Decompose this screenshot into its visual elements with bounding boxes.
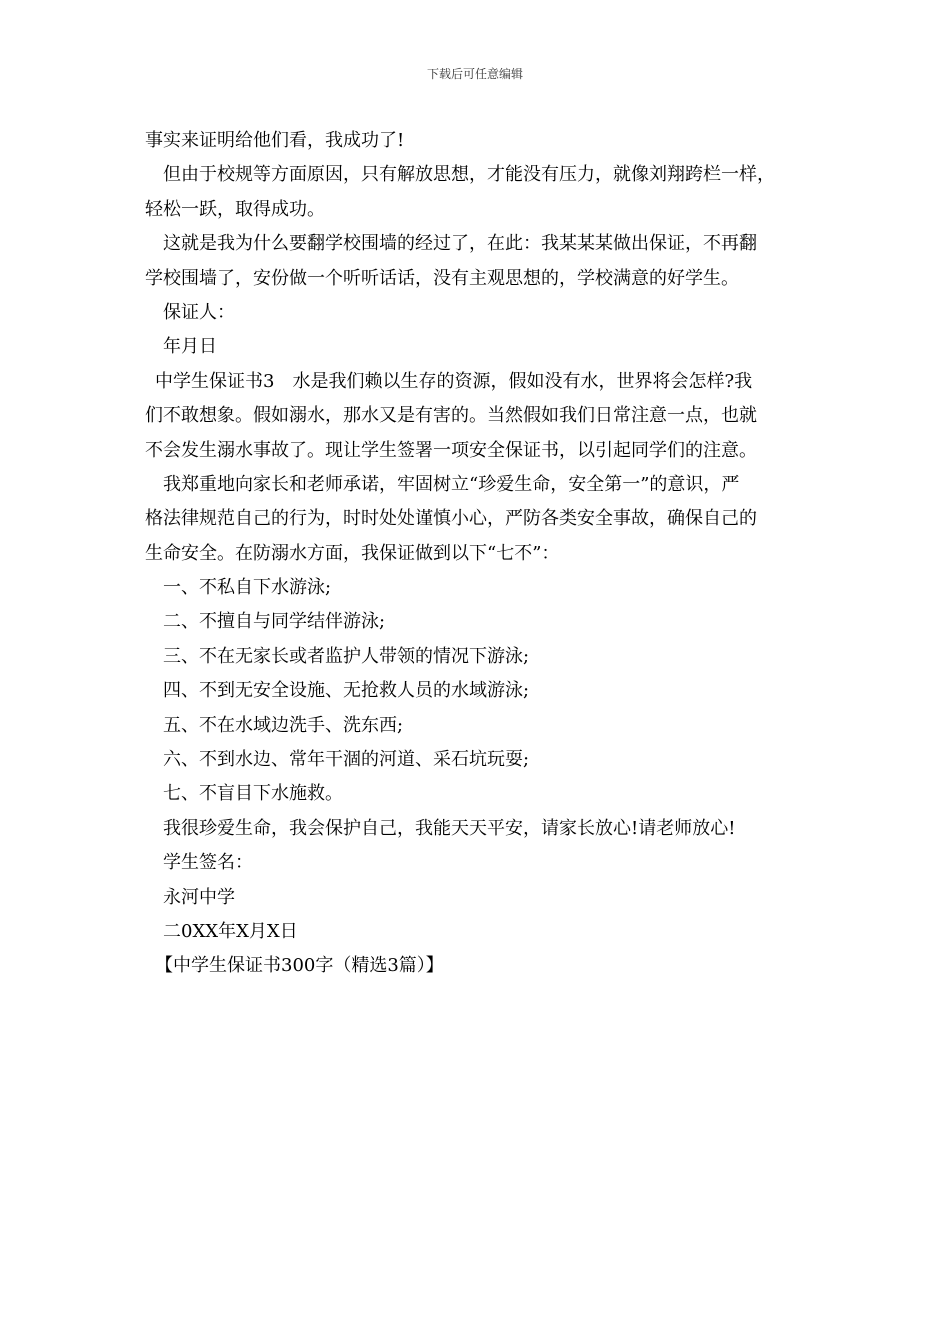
document-body: [145, 124, 817, 984]
date-line: 二0XX年X月X日: [163, 920, 298, 942]
text-line: 事实来证明给他们看，我成功了!: [145, 130, 405, 151]
text-line: 们不敢想象。假如溺水，那水又是有害的。当然假如我们日常注意一点，也就: [145, 405, 757, 427]
text-line: 生命安全。在防溺水方面，我保证做到以下“七不”：: [145, 542, 560, 564]
section-heading-line: 中学生保证书3 水是我们赖以生存的资源，假如没有水，世界将会怎样?我: [155, 370, 753, 392]
document-title-footer: 【中学生保证书300字（精选3篇）】: [155, 955, 444, 977]
school-name: 永河中学: [163, 886, 235, 908]
guarantor-label: 保证人：: [163, 301, 235, 323]
text-line: 我很珍爱生命，我会保护自己，我能天天平安，请家长放心!请老师放心!: [163, 817, 736, 839]
text-line: 轻松一跃，取得成功。: [145, 198, 325, 220]
signature-label: 学生签名：: [163, 852, 253, 874]
text-line: 但由于校规等方面原因，只有解放思想，才能没有压力，就像刘翔跨栏一样，: [163, 164, 775, 186]
text-line: 格法律规范自己的行为，时时处处谨慎小心，严防各类安全事故，确保自己的: [145, 508, 757, 530]
list-item: 六、不到水边、常年干涸的河道、采石坑玩耍;: [163, 749, 530, 771]
list-item: 二、不擅自与同学结伴游泳;: [163, 611, 386, 633]
text-line: 不会发生溺水事故了。现让学生签署一项安全保证书，以引起同学们的注意。: [145, 439, 757, 461]
list-item: 五、不在水域边洗手、洗东西;: [163, 714, 404, 736]
list-item: 一、不私自下水游泳;: [163, 577, 332, 599]
list-item: 四、不到无安全设施、无抢救人员的水域游泳;: [163, 680, 530, 702]
list-item: 三、不在无家长或者监护人带领的情况下游泳;: [163, 645, 530, 667]
text-line: 我郑重地向家长和老师承诺，牢固树立“珍爱生命，安全第一”的意识，严: [163, 473, 740, 495]
page-header: 下载后可任意编辑: [426, 67, 523, 81]
text-line: 这就是我为什么要翻学校围墙的经过了，在此：我某某某做出保证，不再翻: [163, 233, 757, 255]
date-label: 年月日: [163, 336, 217, 358]
list-item: 七、不盲目下水施救。: [163, 783, 343, 805]
text-line: 学校围墙了，安份做一个听听话话，没有主观思想的，学校满意的好学生。: [145, 267, 739, 289]
